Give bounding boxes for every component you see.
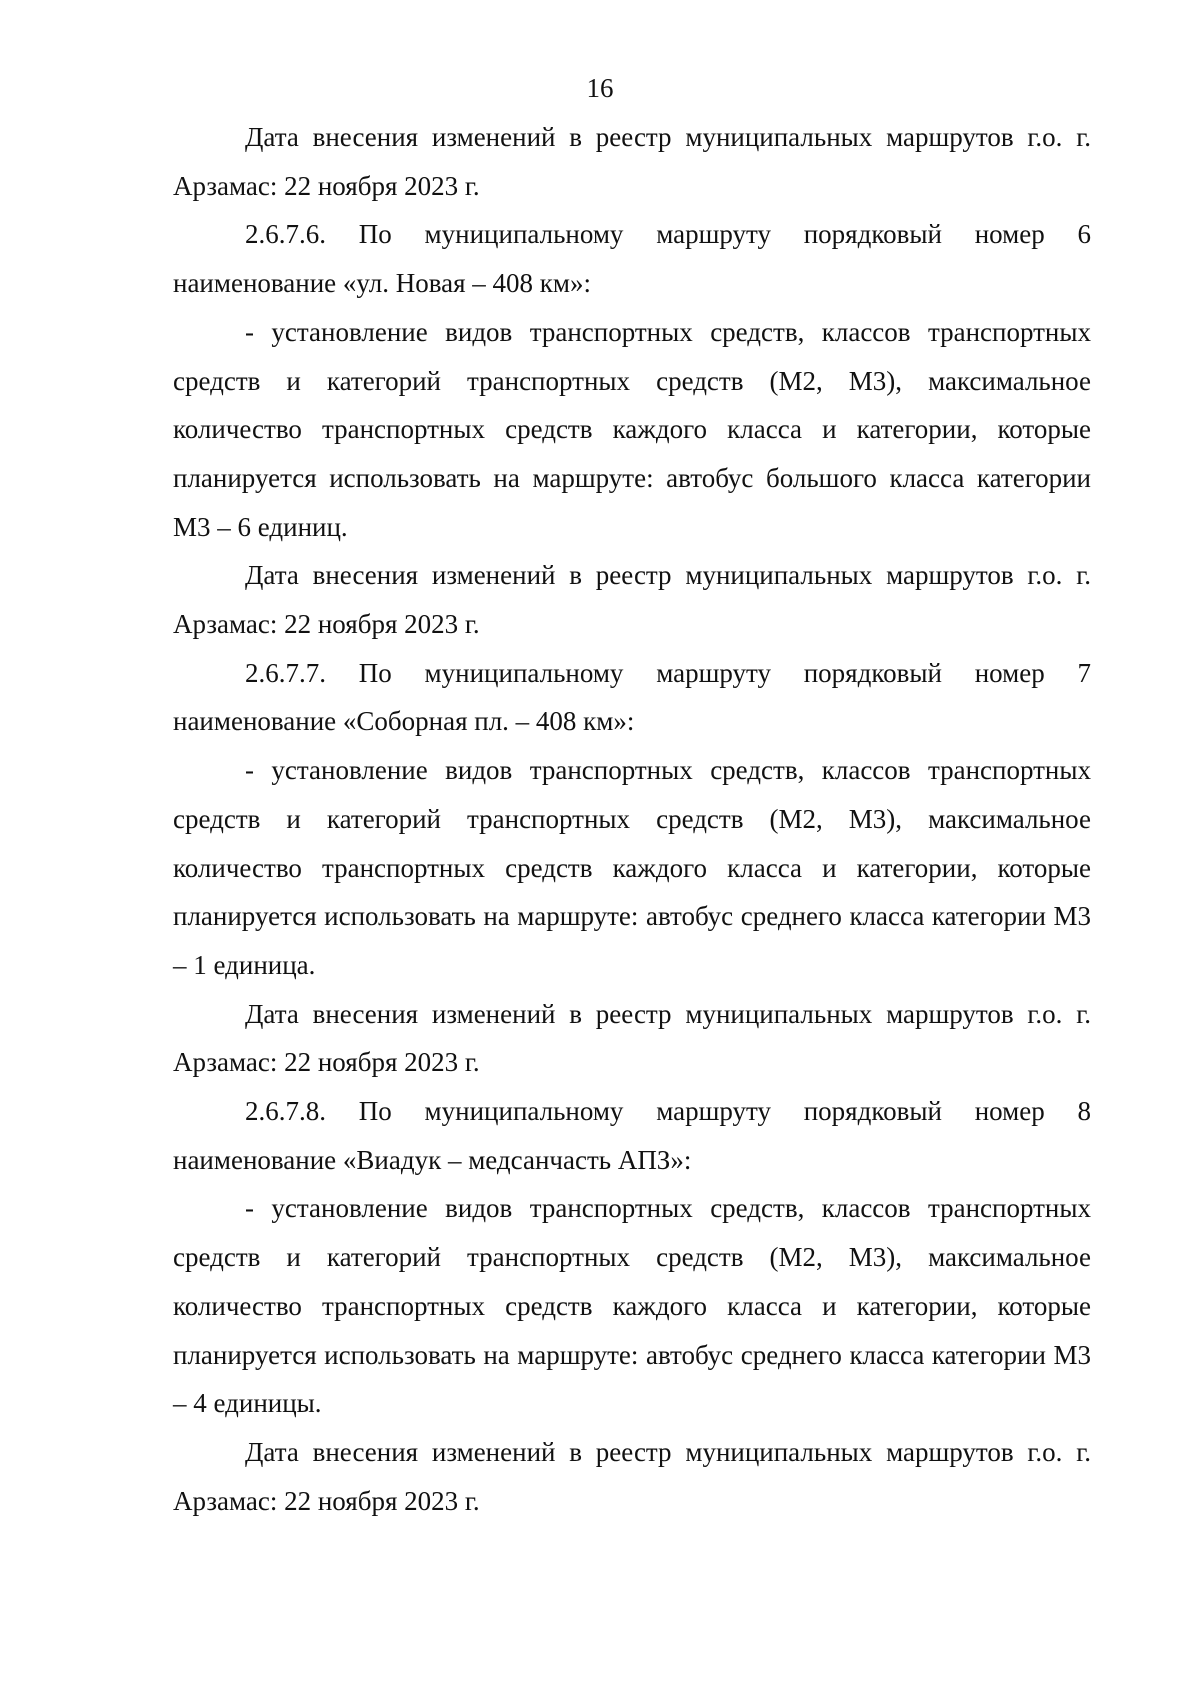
route-8-registry-date: Дата внесения изменений в реестр муниципальных маршрутов г.о. г. Арзамас: 22 ноября 2023 г. [173, 1436, 1091, 1516]
document-body [173, 113, 1091, 1525]
route-6-registry-date: Дата внесения изменений в реестр муниципальных маршрутов г.о. г. Арзамас: 22 ноября 2023 г. [173, 560, 1091, 640]
page-number: 16 [586, 73, 614, 103]
route-6-vehicles: - установление видов транспортных средств, классов транспортных средств и категорий транспортных средств (М2, М3), максимальное количество транспортных средств каждого класса и категории, которые планируется использовать на маршруте: автобус большого класса категории М3 – 6 единиц. [173, 316, 1091, 542]
route-6-heading: 2.6.7.6. По муниципальному маршруту порядковый номер 6 наименование «ул. Новая – 408 км»: [173, 219, 1091, 299]
registry-date-paragraph: Дата внесения изменений в реестр муниципальных маршрутов г.о. г. Арзамас: 22 ноября 2023 г. [173, 122, 1091, 201]
route-7-vehicles: - установление видов транспортных средств, классов транспортных средств и категорий транспортных средств (М2, М3), максимальное количество транспортных средств каждого класса и категории, которые планируется использовать на маршруте: автобус среднего класса категории М3 – 1 единица. [173, 755, 1091, 980]
route-7-registry-date: Дата внесения изменений в реестр муниципальных маршрутов г.о. г. Арзамас: 22 ноября 2023 г. [173, 998, 1091, 1078]
route-7-heading: 2.6.7.7. По муниципальному маршруту порядковый номер 7 наименование «Соборная пл. – 408 км»: [173, 657, 1091, 737]
route-8-heading: 2.6.7.8. По муниципальному маршруту порядковый номер 8 наименование «Виадук – медсанчасть АПЗ»: [173, 1096, 1091, 1175]
route-8-vehicles: - установление видов транспортных средств, классов транспортных средств и категорий транспортных средств (М2, М3), максимальное количество транспортных средств каждого класса и категории, которые планируется использовать на маршруте: автобус среднего класса категории М3 – 4 единицы. [173, 1193, 1091, 1419]
